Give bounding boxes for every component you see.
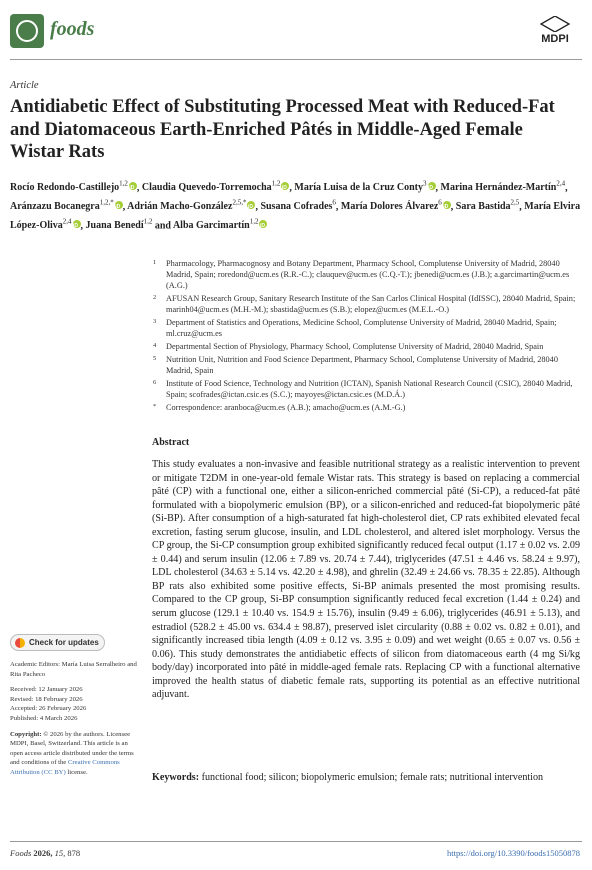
author-name: María Elvira López-Oliva [10, 201, 581, 231]
orcid-icon[interactable] [129, 182, 137, 190]
check-updates-label: Check for updates [29, 638, 99, 647]
citation-page: 878 [67, 848, 81, 858]
author [441, 182, 566, 193]
affiliation-text: AFUSAN Research Group, Sanitary Research Institute of the San Carlos Clinical Hospital (IdISSC), 28040 Madrid, Spain; marinh04@ucm.es (M.H.-M.); sbastida@ucm.es (S.B.); elopez@ucm.es (M.E.L.-O.) [166, 294, 576, 315]
author [455, 198, 520, 213]
author [10, 182, 137, 193]
author-affiliation-marker: 2,5 [510, 198, 520, 207]
orcid-icon[interactable] [73, 220, 81, 228]
affiliation-text: Department of Statistics and Operations, Medicine School, Complutense University of Madrid, 28040 Madrid, Spain; ml.cruz@ucm.es [166, 318, 557, 339]
affiliations [150, 258, 580, 415]
author-affiliation-marker: 3 [423, 180, 427, 188]
author-affiliation-marker: 2,5,* [232, 198, 247, 207]
check-updates-icon [15, 638, 25, 648]
academic-editors [10, 660, 140, 679]
affiliation-text: Pharmacology, Pharmacognosy and Botany Department, Pharmacy School, Complutense University of Madrid, 28040 Madrid, Spain; roredond@ucm.es (R.R.-C.); clauquev@ucm.es (C.Q.-T.); jbenedi@ucm.es (J.B.); a.garcimartin@ucm.es (A.G.) [166, 259, 570, 291]
article-sidebar [10, 660, 140, 784]
article-type: Article [10, 80, 39, 91]
citation-year: 2026, [33, 848, 53, 858]
orcid-icon[interactable] [247, 201, 255, 209]
doi [447, 848, 580, 858]
revised-date: Revised: 18 February 2026 [10, 695, 83, 703]
received-date: Received: 12 January 2026 [10, 686, 83, 694]
editors-names: María Luisa Serralheiro and Rita Pacheco [10, 661, 137, 678]
author-affiliation-marker: 2,4 [62, 217, 72, 226]
affiliation-item [150, 341, 580, 352]
publisher-logo [531, 16, 579, 45]
author [340, 198, 451, 213]
doi-link[interactable]: https://doi.org/10.3390/foods15050878 [446, 848, 580, 858]
affiliation-item [150, 378, 580, 400]
affiliation-number: * [153, 403, 157, 410]
affiliation-item [150, 402, 580, 413]
affiliation-number: 1 [153, 259, 157, 266]
abstract-text: This study evaluates a non-invasive and feasible nutritional strategy as a realistic intervention to prevent or mitigate T2DM in one-year-old female Wistar rats. This strategy is based on replacing a commercial pâté (CP) with a functional one, either a silicon-enriched commercial pâté (Si-CP), a reduced-fat pâté formulated with a biopolymeric emulsion (BP), or a silicon-enriched and reduced-fat biopolymeric pâté (Si-BP). After consumption of a high-saturated fat high-cholesterol diet, CP rats exhibited elevated fecal excretion, fasting serum glucose, insulin, and LDL cholesterol, and altered islet morphology. Versus the CP group, the Si-CP consumption group exhibited significantly reduced fecal output (1.17 ± 0.02 vs. 2.09 ± 0.44) and serum insulin (12.06 ± 7.89 vs. 20.74 ± 7.44), triglycerides (47.51 ± 4.46 vs. 58.24 ± 9.97), LDL cholesterol (34.63 ± 5.14 vs. 42.20 ± 4.98), and ghrelin (32.49 ± 24.66 vs. 78.35 ± 22.85). Although BP rats also exhibited some positive effects, Si-BP animals presented the most promising results. Compared to the CP group, Si-BP consumption significantly reduced fecal excretion (1.44 ± 0.24) and serum glucose (129.1 ± 10.40 vs. 154.9 ± 15.76), insulin (9.49 ± 6.06), triglycerides (46.91 ± 5.13), and estradiol (528.2 ± 45.00 vs. 634.4 ± 98.87), preserved islet circularity (0.88 ± 0.02 vs. 0.82 ± 0.01), and significantly increased tibia length (4.09 ± 0.12 vs. 3.95 ± 0.09) and wet weight (0.65 ± 0.07 vs. 0.56 ± 0.06). This study demonstrates the antidiabetic effects of silicon from diatomaceous earth (4 mg Si/kg body/day) incorporated into pâté in middle-aged female rats. Replacing CP with a functional alternative improved the health status of diabetic female rats, supporting its potential as an effective nutritional adjuvant. [152, 459, 580, 701]
author-name: Alba Garcimartín [172, 219, 250, 231]
author-affiliation-marker: 6 [332, 198, 336, 207]
footer-divider [10, 841, 582, 842]
author [85, 217, 153, 231]
author-name: María Dolores Álvarez [340, 201, 439, 213]
author [172, 217, 268, 231]
keywords [152, 771, 582, 784]
author-affiliation-marker: 2,4 [556, 180, 566, 188]
copyright-text: © 2026 by the authors. Licensee MDPI, Basel, Switzerland. This article is an open access article distributed under the terms and conditions of the [10, 730, 134, 767]
author-list: Rocío Redondo-Castillejo$^{1,2}$iD , Claudia Quevedo-Torremocha$^{1,2}$iD , María Luisa de la Cruz Conty$^3$iD , Marina Hernández-Martín$^{2,4}$, Aránzazu Bocanegra$^{1,2,*}$iD , Adrián Macho-González$^{2,5,*}$iD , Susana Cofrades$^6$, María Dolores Álvarez$^6$iD , Sara Bastida$^{2,5}$, María Elvira López-Oliva$^{2,4}$iD , Juana Benedí$^{1,2}$ and Alba Garcimartín$^{1,2}$iD [10, 177, 582, 233]
author [127, 198, 255, 213]
author-affiliation-marker: 1,2 [119, 180, 128, 188]
citation [10, 848, 80, 858]
journal-logo [10, 14, 44, 48]
author-affiliation-marker: 6 [438, 198, 442, 207]
copyright-notice [10, 730, 140, 778]
author-name: Susana Cofrades [260, 201, 333, 213]
author-name: Rocío Redondo-Castillejo [10, 182, 120, 194]
header-divider [10, 59, 582, 60]
article-dates [10, 685, 140, 723]
author [260, 198, 336, 213]
author-affiliation-marker: 1,2 [271, 180, 281, 188]
publisher-name: MDPI [541, 33, 569, 45]
accepted-date: Accepted: 26 February 2026 [10, 705, 87, 713]
orcid-icon[interactable] [443, 201, 451, 209]
keywords-label: Keywords: [152, 772, 200, 783]
journal-name: foods [50, 18, 95, 40]
affiliation-number: 4 [153, 342, 157, 350]
affiliation-item [150, 354, 580, 376]
license-end: license. [67, 768, 88, 776]
author-affiliation-marker: 1,2 [249, 217, 259, 226]
copyright-label: Copyright: [10, 730, 42, 738]
author-name: Aránzazu Bocanegra [10, 201, 100, 213]
orcid-icon[interactable] [115, 201, 123, 209]
affiliation-text: Departmental Section of Physiology, Pharmacy School, Complutense University of Madrid, 28040 Madrid, Spain [166, 342, 544, 352]
author-name: Juana Benedí [85, 219, 144, 231]
mdpi-hexagon-icon [531, 16, 579, 32]
author-affiliation-marker: 1,2,* [99, 198, 114, 207]
affiliation-item [150, 317, 580, 339]
affiliation-item [150, 293, 580, 315]
affiliation-item [150, 258, 580, 292]
editors-label: Academic Editors: [10, 661, 60, 668]
author-name: Sara Bastida [455, 201, 511, 213]
citation-journal: Foods [10, 848, 32, 858]
author-name: Adrián Macho-González [127, 201, 233, 213]
affiliation-text: Nutrition Unit, Nutrition and Food Science Department, Pharmacy School, Complutense University of Madrid, 28040 Madrid, Spain [166, 355, 558, 376]
check-for-updates-button[interactable] [10, 634, 105, 651]
article-title: Antidiabetic Effect of Substituting Processed Meat with Reduced-Fat and Diatomaceous Earth-Enriched Pâtés in Middle-Aged Female Wistar Rats [10, 97, 555, 162]
citation-volume: 15, [54, 848, 66, 858]
affiliation-number: 5 [153, 355, 157, 362]
author [10, 198, 123, 213]
orcid-icon[interactable] [259, 220, 267, 228]
abstract-heading: Abstract [152, 437, 190, 448]
author-affiliation-marker: 1,2 [143, 217, 153, 226]
author [142, 182, 289, 193]
author-name: Marina Hernández-Martín [440, 182, 557, 194]
author-name: María Luisa de la Cruz Conty [294, 182, 424, 194]
affiliation-text: Correspondence: aranboca@ucm.es (A.B.); amacho@ucm.es (A.M.-G.) [166, 403, 406, 412]
keywords-text: functional food; silicon; biopolymeric emulsion; female rats; nutritional intervention [201, 772, 544, 783]
author [294, 182, 435, 193]
orcid-icon[interactable] [281, 182, 289, 190]
author-name: Claudia Quevedo-Torremocha [141, 182, 272, 194]
orcid-icon[interactable] [428, 182, 436, 190]
published-date: Published: 4 March 2026 [10, 714, 78, 722]
affiliation-number: 3 [153, 318, 157, 326]
affiliation-number: 6 [153, 379, 157, 386]
license-link[interactable]: Creative Commons Attribution (CC BY) [10, 759, 120, 776]
affiliation-number: 2 [153, 294, 157, 302]
affiliation-text: Institute of Food Science, Technology and Nutrition (ICTAN), Spanish National Research Council (CSIC), 28040 Madrid, Spain; scofrades@ictan.csic.es (S.C.); mayoyes@ictan.csic.es (M.D.Á.) [166, 379, 573, 400]
